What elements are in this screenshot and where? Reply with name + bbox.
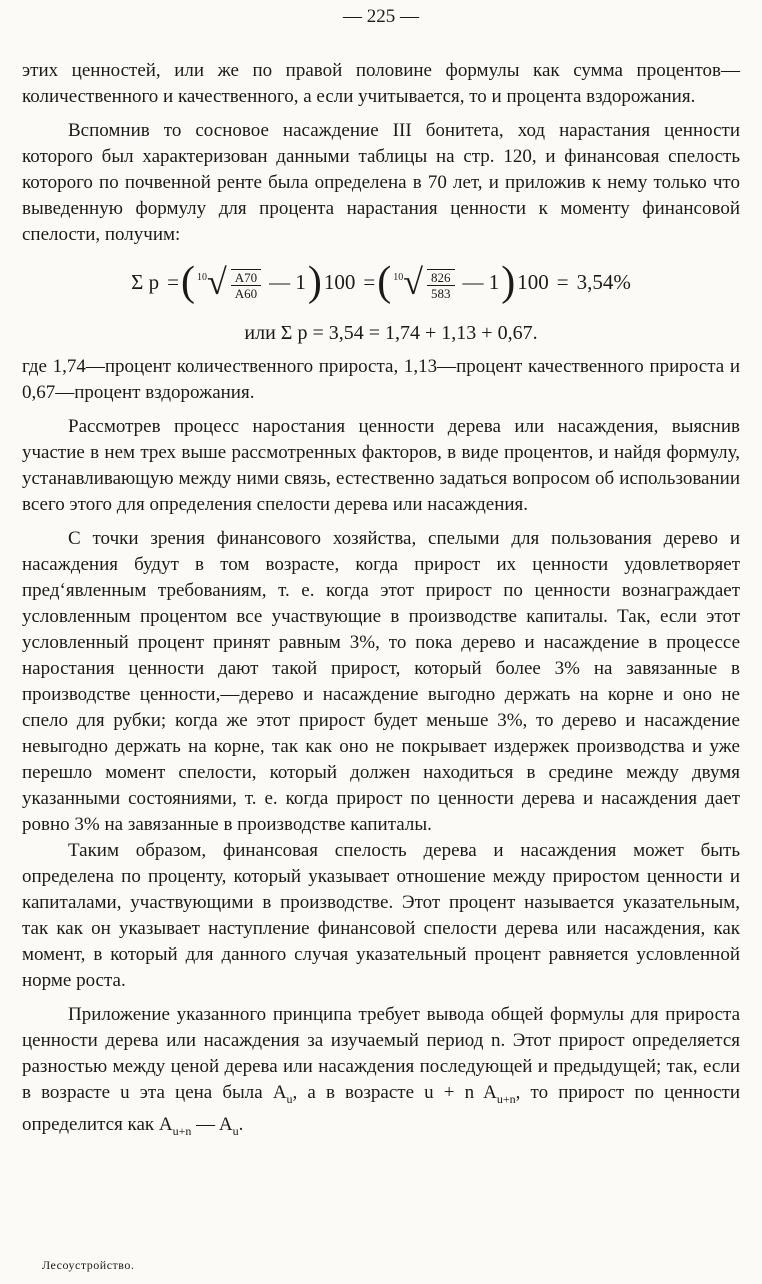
- fraction-2: [427, 269, 455, 301]
- fraction-1-denominator: A60: [234, 286, 258, 301]
- fraction-2-denominator: 583: [431, 286, 451, 301]
- root-index-1: 10: [196, 272, 207, 283]
- root-sign-2: 10 √: [393, 262, 423, 302]
- formula-decomposition: или Σ p = 3,54 = 1,74 + 1,13 + 0,67.: [244, 322, 538, 344]
- p7-sub-4: u: [232, 1123, 239, 1138]
- formula-sum-percent: Σ p = ( 10 √ $\frac{A70}{A60}$ — 1 ) 100 = ( 10 √ $\frac{826}{583}$ — 1 ) 100 = 3,54%: [131, 259, 631, 305]
- formula-times-2: 100: [517, 270, 549, 294]
- paragraph-6: Таким образом, финансовая спелость дерева и насаждения может быть определена по проценту, который указывает отношение между приростом ценности и капиталами, участвующими в производстве. Этот процент называется указательным, так как он указывает наступление финансовой спелости дерева или насаждения, как момент, в который для данного случая указательный процент равняется условленной норме роста.: [22, 840, 740, 991]
- footer-signature: Лесоустройство.: [42, 1258, 135, 1272]
- formula-result: 3,54%: [576, 270, 631, 294]
- fraction-1: [231, 269, 261, 301]
- formula-eq-2: =: [363, 270, 376, 294]
- formula-sum: Σ p: [131, 270, 160, 294]
- formula-eq-3: =: [556, 270, 569, 294]
- paragraph-2: Вспомнив то сосновое насаждение III бонитета, ход нарастания ценности которого был характеризован данными таблицы на стр. 120, и финансовая спелость которого по почвенной ренте была определена в 70 лет, и приложив к нему только что выведенную формулу для процента нарастания ценности к моменту финансовой спелости, получим:: [22, 120, 740, 245]
- formula-eq-1: =: [167, 270, 179, 294]
- paragraph-5: С точки зрения финансового хозяйства, спелыми для пользования дерево и насаждения будут в том возрасте, когда прирост их ценности удовлетворяет пред‘явленным требованиям, т. е. когда этот прирост по ценности вознаграждает условленным процентом все участвующие в производстве капиталы. Так, если этот условленный процент принят равным 3%, то пока дерево и насаждение в процессе наростания ценности дают такой прирост, который более 3% на завязанные в производстве ценности,—дерево и насаждение выгодно держать на корне и оно не спело для рубки; когда же этот прирост будет меньше 3%, то дерево и насаждение невыгодно держать на корне, так как оно не покрывает издержек производства и уже перешло момент спелости, который должен находиться в средине между двумя указанными состояниями, т. е. когда прирост по ценности дерева и насаждения дает ровно 3% на завязанные в производстве капиталы.: [22, 528, 740, 835]
- p7-text-b: , а в возрасте u + n A: [292, 1082, 497, 1103]
- paragraph-4: Рассмотрев процесс наростания ценности дерева или насаждения, выяснив участие в нем трех выше рассмотренных факторов, в виде процентов, и найдя формулу, устанавливающую между ними связь, естественно задаться вопросом об использовании всего этого для определения спелости дерева или насаждения.: [22, 416, 740, 515]
- p7-text-a: Приложение указанного принципа требует вывода общей формулы для прироста ценности дерева или насаждения за изучаемый период n. Этот прирост определяется разностью между ценой дерева или насаждения последующей и предыдущей; так, если в возрасте u эта цена была A: [22, 1004, 740, 1103]
- p7-sub-1: u: [286, 1091, 293, 1106]
- p7-text-e: .: [238, 1113, 244, 1135]
- p7-sub-3: u+n: [172, 1123, 192, 1138]
- formula-times-1: 100: [323, 270, 356, 294]
- p7-text-d: — A: [191, 1113, 233, 1135]
- fraction-1-numerator: A70: [231, 270, 261, 286]
- root-sign: 10 √: [196, 262, 227, 302]
- p7-sub-2: u+n: [496, 1091, 516, 1106]
- formula-minus-2: — 1: [462, 270, 500, 294]
- page-number: — 225 —: [343, 6, 419, 27]
- formula-minus-1: — 1: [269, 270, 306, 294]
- paragraph-1: этих ценностей, или же по правой половине формулы как сумма процентов—количественного и качественного, а если учитывается, то и процента вздорожания.: [22, 60, 740, 107]
- page-body: [22, 58, 740, 1144]
- fraction-2-numerator: 826: [427, 270, 455, 286]
- paragraph-7: [22, 1002, 740, 1144]
- paragraph-3: где 1,74—процент количественного прироста, 1,13—процент качественного прироста и 0,67—процент вздорожания.: [22, 356, 740, 403]
- root-index-2: 10: [393, 272, 404, 283]
- p7-text-c: , то прирост по ценности определится как A: [22, 1082, 740, 1135]
